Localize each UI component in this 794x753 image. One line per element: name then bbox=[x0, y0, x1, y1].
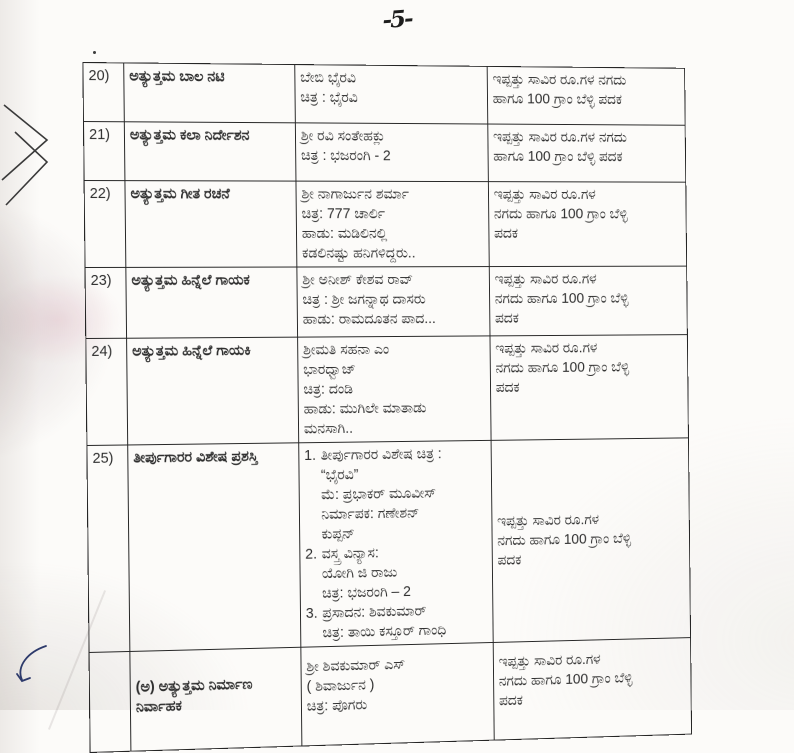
detail-text: ಕಡಲಿನಷ್ಟು ಹನಿಗಳಿದ್ದರು.. bbox=[301, 245, 416, 262]
prize-line: ಪದಕ bbox=[494, 226, 519, 242]
detail-text: ಚಿತ್ರ: ತಾಯಿ ಕಸ್ತೂರ್ ಗಾಂಧಿ bbox=[322, 622, 447, 642]
award-category: ಅತ್ಯುತ್ತಮ ಹಿನ್ನೆಲೆ ಗಾಯಕಿ bbox=[127, 337, 299, 445]
prize-line: ನಗದು ಹಾಗೂ 100 ಗ್ರಾಂ ಬೆಳ್ಳಿ bbox=[495, 359, 630, 377]
detail-text: ಮೆ: ಪ್ರಭಾಕರ್ ಮೂವೀಸ್ bbox=[321, 485, 437, 504]
awards-table bbox=[82, 62, 691, 753]
detail-text: ನಿರ್ಮಾಪಕ: ಗಣೇಶನ್ bbox=[321, 505, 420, 523]
award-prize bbox=[490, 335, 688, 441]
detail-line bbox=[304, 398, 485, 420]
prize-line: ಹಾಗೂ 100 ಗ್ರಾಂ ಬೆಳ್ಳಿ ಪದಕ bbox=[492, 91, 623, 108]
detail-text: ಶ್ರೀ ಶಿವಕುಮಾರ್ ಎಸ್ bbox=[306, 656, 406, 676]
award-category: ಅತ್ಯುತ್ತಮ ಹಿನ್ನೆಲೆ ಗಾಯಕ bbox=[126, 267, 298, 338]
award-details bbox=[298, 336, 491, 443]
detail-text: ತೀರ್ಪುಗಾರರ ವಿಶೇಷ ಚಿತ್ರ : bbox=[320, 446, 442, 464]
detail-line bbox=[300, 88, 481, 109]
list-marker: 1. bbox=[304, 448, 317, 464]
row-number: 23) bbox=[85, 267, 127, 338]
table-row bbox=[84, 122, 686, 183]
prize-line: ಇಪ್ಪತ್ತು ಸಾವಿರ ರೂ.ಗಳ bbox=[493, 187, 596, 203]
detail-line bbox=[301, 185, 482, 205]
prize-line: ಪದಕ bbox=[498, 692, 524, 710]
award-prize bbox=[488, 124, 686, 182]
prize-line: ಇಪ್ಪತ್ತು ಸಾವಿರ ರೂ.ಗಳ bbox=[494, 271, 597, 288]
detail-text: ಶ್ರೀ ರವಿ ಸಂತೇಹಕ್ಲು bbox=[300, 128, 386, 145]
detail-text: ಹಾಡು: ಮಡಿಲಿನಲ್ಲಿ bbox=[301, 226, 388, 242]
prize-line: ನಗದು ಹಾಗೂ 100 ಗ್ರಾಂ ಬೆಳ್ಳಿ bbox=[498, 670, 633, 690]
award-details bbox=[295, 65, 488, 124]
detail-text: ಹಾಡು: ರಾಮದೂತನ ಪಾದ... bbox=[302, 311, 436, 328]
detail-text: ( ಶಿವಾರ್ಜುನ ) bbox=[306, 677, 375, 695]
detail-line bbox=[306, 620, 487, 644]
award-category: ಅತ್ಯುತ್ತಮ ಗೀತ ರಚನೆ bbox=[125, 181, 297, 268]
award-prize bbox=[493, 638, 691, 741]
detail-text: ಬೇಬಿ ಭೈರವಿ bbox=[300, 70, 357, 87]
list-marker: 3. bbox=[305, 605, 318, 622]
detail-line bbox=[302, 224, 483, 244]
detail-text: ಚಿತ್ರ: ಪೊಗರು bbox=[306, 697, 368, 715]
detail-text: ವಸ್ತ್ರ ವಿನ್ಯಾಸ: bbox=[321, 545, 379, 563]
detail-line bbox=[303, 359, 484, 380]
prize-line: ನಗದು ಹಾಗೂ 100 ಗ್ರಾಂ ಬೆಳ್ಳಿ bbox=[494, 290, 629, 308]
prize-line: ಹಾಗೂ 100 ಗ್ರಾಂ ಬೆಳ್ಳಿ ಪದಕ bbox=[493, 148, 623, 166]
award-category: (ಅ) ಅತ್ಯುತ್ತಮ ನಿರ್ಮಾಣ ನಿರ್ವಾಹಕ bbox=[130, 647, 302, 751]
detail-text: ಶ್ರೀಮತಿ ಸಹನಾ ಎಂ bbox=[302, 341, 390, 359]
row-number: 20) bbox=[83, 63, 124, 122]
award-details bbox=[295, 123, 488, 182]
detail-text: ಪ್ರಸಾದನ: ಶಿವಕುಮಾರ್ bbox=[322, 603, 427, 622]
detail-line bbox=[303, 378, 484, 399]
detail-text: ಚಿತ್ರ : ಭಜರಂಗಿ - 2 bbox=[300, 148, 391, 165]
prize-line: ಇಪ್ಪತ್ತು ಸಾವಿರ ರೂ.ಗಳ ನಗದು bbox=[493, 129, 627, 146]
award-prize bbox=[491, 438, 690, 643]
award-details bbox=[301, 642, 494, 746]
detail-text: ಹಾಡು: ಮುಗಿಲೇ ಮಾತಾಡು bbox=[303, 400, 427, 418]
table-row bbox=[84, 181, 687, 268]
detail-line bbox=[302, 204, 483, 224]
prize-line: ಇಪ್ಪತ್ತು ಸಾವಿರ ರೂ.ಗಳ bbox=[498, 651, 601, 671]
page-number: -5- bbox=[381, 5, 413, 34]
row-number bbox=[89, 651, 131, 752]
prize-line: ನಗದು ಹಾಗೂ 100 ಗ್ರಾಂ ಬೆಳ್ಳಿ bbox=[497, 531, 632, 550]
detail-text: ಭಾರಧ್ವಾಜ್ bbox=[303, 361, 356, 379]
table-row bbox=[85, 266, 687, 338]
award-details bbox=[297, 267, 490, 338]
detail-text: ಕುಪ್ಪನ್ bbox=[321, 526, 355, 543]
detail-line bbox=[303, 309, 484, 330]
award-prize bbox=[487, 66, 685, 125]
detail-line bbox=[304, 444, 485, 466]
detail-line bbox=[303, 339, 484, 360]
award-category: ಅತ್ಯುತ್ತಮ ಕಲಾ ನಿರ್ದೇಶನ bbox=[124, 122, 296, 181]
row-number: 21) bbox=[84, 122, 125, 181]
chevron-scribble-icon bbox=[0, 95, 60, 215]
prize-line: ಪದಕ bbox=[495, 380, 520, 396]
detail-text: ಚಿತ್ರ: ದಂಡಿ bbox=[303, 381, 354, 398]
row-number: 24) bbox=[86, 338, 128, 445]
detail-line bbox=[302, 270, 483, 290]
detail-text: ಶ್ರೀ ನಾಗಾರ್ಜುನ ಶರ್ಮಾ bbox=[301, 186, 410, 203]
table-row bbox=[89, 638, 691, 753]
detail-line bbox=[302, 244, 483, 264]
detail-text: ಯೋಗಿ ಜಿ ರಾಜು bbox=[321, 564, 398, 583]
award-prize bbox=[489, 266, 687, 336]
ink-dot bbox=[93, 51, 96, 54]
detail-line bbox=[301, 126, 482, 147]
prize-line: ನಗದು ಹಾಗೂ 100 ಗ್ರಾಂ ಬೆಳ್ಳಿ bbox=[493, 206, 628, 223]
table-row bbox=[87, 438, 691, 653]
detail-line bbox=[304, 417, 485, 439]
detail-text: ಚಿತ್ರ : ಶ್ರೀ ಜಗನ್ನಾಥ ದಾಸರು bbox=[302, 291, 426, 308]
detail-line bbox=[307, 692, 488, 717]
detail-text: ಚಿತ್ರ : ಭೈರವಿ bbox=[300, 89, 358, 107]
table-row bbox=[83, 63, 685, 126]
prize-line: ಇಪ್ಪತ್ತು ಸಾವಿರ ರೂ.ಗಳ bbox=[495, 340, 598, 357]
row-number: 25) bbox=[87, 445, 130, 653]
award-prize bbox=[488, 182, 686, 267]
detail-text: ಚಿತ್ರ: ಭಜರಂಗಿ – 2 bbox=[322, 584, 412, 602]
award-category: ತೀರ್ಪುಗಾರರ ವಿಶೇಷ ಪ್ರಶಸ್ತಿ bbox=[128, 443, 301, 652]
award-category: ಅತ್ಯುತ್ತಮ ಬಾಲ ನಟಿ bbox=[124, 63, 296, 123]
detail-text: “ಭೈರವಿ” bbox=[320, 467, 359, 484]
awards-table-body bbox=[83, 63, 692, 753]
award-details bbox=[299, 440, 493, 647]
prize-line: ಪದಕ bbox=[497, 552, 522, 569]
list-marker: 2. bbox=[305, 546, 318, 563]
prize-line: ಇಪ್ಪತ್ತು ಸಾವಿರ ರೂ.ಗಳ ನಗದು bbox=[492, 71, 627, 89]
award-details bbox=[296, 181, 489, 267]
detail-line bbox=[300, 68, 481, 89]
row-number: 22) bbox=[84, 181, 126, 268]
table-row bbox=[86, 335, 689, 446]
detail-text: ಮನಸಾಗಿ.. bbox=[303, 420, 354, 438]
prize-line: ಇಪ್ಪತ್ತು ಸಾವಿರ ರೂ.ಗಳ bbox=[497, 512, 600, 530]
prize-line: ಪದಕ bbox=[494, 310, 520, 327]
pen-mark-icon bbox=[8, 638, 60, 700]
detail-text: ಚಿತ್ರ: 777 ಚಾರ್ಲಿ bbox=[301, 206, 386, 223]
detail-text: ಶ್ರೀ ಅನೀಶ್ ಕೇಶವ ರಾವ್ bbox=[302, 272, 414, 289]
detail-line bbox=[302, 290, 483, 310]
detail-line bbox=[301, 146, 482, 166]
